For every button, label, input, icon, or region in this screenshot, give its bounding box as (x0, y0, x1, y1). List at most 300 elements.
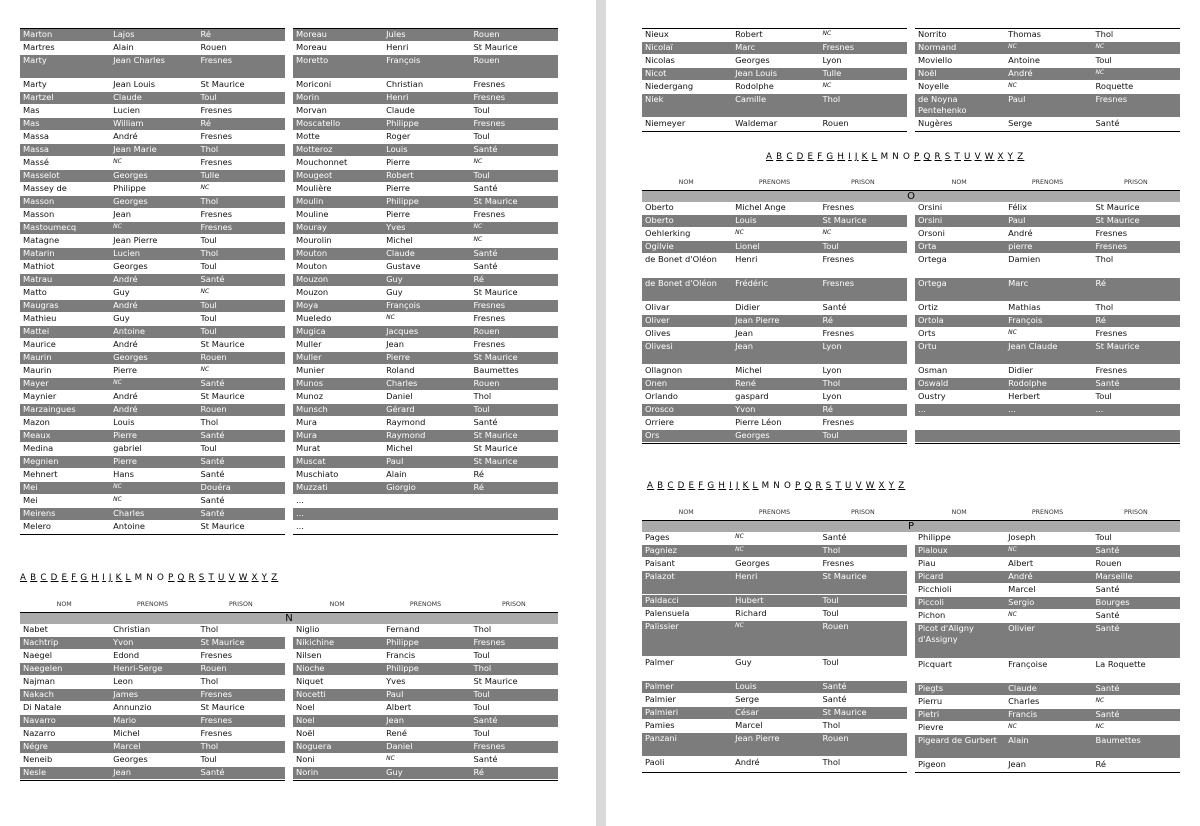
surname: Oliver (645, 315, 670, 325)
alphabet-link[interactable]: R (188, 573, 196, 583)
firstname: Philippe (386, 196, 419, 206)
alphabet-link[interactable]: J (854, 152, 859, 162)
alphabet-link[interactable]: D (50, 573, 59, 583)
list-item (293, 55, 558, 79)
prison: Toul (200, 443, 217, 453)
surname: Orsoni (918, 228, 945, 238)
surname: Pievre (918, 722, 944, 732)
surname: de Bonet d'Oléon (645, 254, 717, 264)
alphabet-link[interactable]: R (815, 481, 823, 491)
surname: Pamies (645, 720, 675, 730)
alphabet-link[interactable]: E (61, 573, 69, 583)
prison: St Maurice (1095, 215, 1140, 225)
prison: Fresnes (822, 328, 855, 338)
firstname: Fernand (386, 624, 420, 634)
prison (471, 508, 558, 520)
header-prenoms: PRENOMS (1031, 179, 1064, 186)
firstname: Claude (1008, 683, 1037, 693)
alphabet-link[interactable]: Y (261, 573, 269, 583)
section-letter: O (642, 190, 1180, 202)
header-prison: PRISON (1123, 179, 1148, 186)
list-item (642, 417, 907, 430)
firstname: Louis (113, 417, 135, 427)
list-item (915, 623, 1180, 659)
prison: Thol (822, 378, 841, 388)
alphabet-link[interactable]: K (742, 481, 750, 491)
prison: St Maurice (473, 196, 518, 206)
prison: Santé (473, 417, 498, 427)
firstname: Christian (113, 624, 151, 634)
list-item (20, 261, 285, 274)
prison: Thol (473, 624, 492, 634)
prison: Rouen (200, 352, 227, 362)
surname: Pietri (918, 709, 940, 719)
prison: Toul (1095, 532, 1112, 542)
list-item (915, 597, 1180, 610)
firstname: Georges (735, 55, 770, 65)
list-item (642, 681, 907, 694)
firstname: NC (1008, 546, 1017, 553)
alphabet-link[interactable]: N (146, 573, 154, 583)
header-prison: PRISON (850, 509, 875, 516)
firstname: André (113, 404, 138, 414)
alphabet-link[interactable]: W (984, 152, 995, 162)
prison: Lyon (822, 55, 842, 65)
alphabet-link[interactable]: I (729, 481, 733, 491)
list-item (642, 328, 907, 341)
firstname: Frédéric (735, 278, 769, 288)
list-item (642, 215, 907, 228)
alphabet-link[interactable]: H (718, 481, 727, 491)
list-item (915, 278, 1180, 302)
surname: Panzani (645, 733, 677, 743)
alphabet-link[interactable]: K (115, 573, 123, 583)
surname: Mougeot (296, 170, 333, 180)
surname: ... (296, 508, 304, 518)
firstname: Gérard (386, 404, 415, 414)
firstname: NC (735, 622, 744, 629)
prison: Baumettes (1095, 735, 1141, 745)
firstname: André (113, 300, 138, 310)
firstname: Herbert (1008, 391, 1040, 401)
alphabet-link[interactable]: L (752, 481, 759, 491)
firstname: Robert (386, 170, 414, 180)
alphabet-link[interactable]: O (783, 481, 793, 491)
prison: Rouen (822, 118, 849, 128)
alphabet-link[interactable]: Q (923, 152, 932, 162)
list-item (20, 650, 285, 663)
alphabet-link[interactable]: V (855, 481, 863, 491)
list-item (293, 676, 558, 689)
column-header (915, 506, 1180, 520)
prison: Thol (822, 94, 841, 104)
alphabet-link[interactable]: Y (888, 481, 896, 491)
alphabet-link[interactable]: F (698, 481, 705, 491)
prison: Rouen (1095, 558, 1122, 568)
firstname: Giorgio (386, 482, 416, 492)
surname: Mueledo (296, 313, 332, 323)
prison: NC (473, 223, 483, 230)
surname: Moviello (918, 55, 953, 65)
list-item (20, 754, 285, 767)
alphabet-link[interactable]: V (228, 573, 236, 583)
alphabet-link[interactable]: I (848, 152, 852, 162)
firstname: Guy (735, 657, 752, 667)
alphabet-link[interactable]: Q (177, 573, 186, 583)
prison: Thol (200, 144, 219, 154)
surname: Noni (296, 754, 315, 764)
prison: Fresnes (1095, 328, 1128, 338)
list-item (20, 521, 285, 534)
surname: Martzel (23, 92, 54, 102)
prison: Fresnes (200, 222, 233, 232)
list-item (20, 456, 285, 469)
surname: Paisant (645, 558, 675, 568)
alphabet-link[interactable]: U (845, 481, 853, 491)
prison: Toul (200, 235, 217, 245)
header-nom: NOM (329, 601, 345, 608)
list-item (642, 733, 907, 757)
alphabet-link[interactable]: Q (804, 481, 813, 491)
firstname: Marcel (735, 720, 763, 730)
firstname: Henri-Serge (113, 663, 163, 673)
alphabet-link[interactable]: Z (1017, 152, 1025, 162)
prison: Santé (1095, 623, 1120, 633)
alphabet-link[interactable]: J (735, 481, 740, 491)
list-item (20, 689, 285, 702)
list-item (915, 532, 1180, 545)
firstname: Pierre (386, 209, 410, 219)
alphabet-link[interactable]: L (125, 573, 132, 583)
firstname: André (1008, 571, 1033, 581)
left-page (0, 0, 596, 826)
surname: Maurin (23, 365, 52, 375)
alphabet-link[interactable]: U (964, 152, 972, 162)
list-item (293, 287, 558, 300)
alphabet-link[interactable]: L (871, 152, 878, 162)
alphabet-link[interactable]: P (795, 481, 802, 491)
firstname: ... (1008, 404, 1017, 414)
firstname: NC (735, 533, 744, 540)
list-item (20, 222, 285, 235)
list-item (915, 378, 1180, 391)
surname: Paoli (645, 757, 665, 767)
alphabet-link[interactable]: G (80, 573, 89, 583)
alphabet-link[interactable]: B (30, 573, 38, 583)
firstname: Jean Pierre (113, 235, 158, 245)
firstname: Georges (735, 430, 770, 440)
surname: Mura (296, 417, 317, 427)
prison: NC (473, 236, 483, 243)
surname: Pigeard de Gurbert (918, 735, 997, 745)
surname: Marty (23, 55, 47, 65)
surname: Oswald (918, 378, 949, 388)
prison: Santé (200, 274, 225, 284)
m-section (20, 28, 558, 535)
surname: Moriconi (296, 79, 332, 89)
alphabet-link[interactable]: B (776, 152, 784, 162)
list-item (20, 430, 285, 443)
list-item (642, 694, 907, 707)
list-item (293, 42, 558, 55)
list-item (915, 328, 1180, 341)
list-item (293, 689, 558, 702)
surname: Motte (296, 131, 320, 141)
firstname: Lucien (113, 105, 141, 115)
firstname: Rodolphe (1008, 378, 1047, 388)
alphabet-link[interactable]: N (773, 481, 781, 491)
firstname: Guy (386, 767, 403, 777)
surname: Palensuela (645, 608, 690, 618)
list-item (642, 42, 907, 55)
firstname: pierre (1008, 241, 1033, 251)
prison: Fresnes (1095, 365, 1128, 375)
alphabet-link[interactable]: J (108, 573, 113, 583)
prison: Toul (473, 105, 490, 115)
firstname: Michel Ange (735, 202, 786, 212)
alphabet-link[interactable]: M (880, 152, 890, 162)
firstname: William (113, 118, 144, 128)
alphabet-link[interactable]: O (156, 573, 166, 583)
prison: La Roquette (1095, 659, 1146, 669)
surname: Masselot (23, 170, 60, 180)
firstname: NC (386, 314, 395, 321)
alphabet-link[interactable]: G (707, 481, 716, 491)
alphabet-link[interactable]: E (807, 152, 815, 162)
alphabet-link[interactable]: F (71, 573, 78, 583)
alphabet-link[interactable]: P (914, 152, 921, 162)
prison: St Maurice (473, 443, 518, 453)
list-item (642, 720, 907, 733)
alphabet-link[interactable]: H (91, 573, 100, 583)
surname: ... (296, 521, 304, 531)
header-prenoms: PRENOMS (758, 509, 791, 516)
firstname: Jules (386, 29, 406, 39)
surname: Moreau (296, 42, 327, 52)
alphabet-link[interactable]: A (20, 573, 28, 583)
list-item (293, 508, 558, 521)
alphabet-link[interactable]: M (761, 481, 771, 491)
firstname: Michel (735, 365, 762, 375)
firstname: Henri (735, 571, 758, 581)
surname: Palissier (645, 621, 679, 631)
list-item (293, 469, 558, 482)
alphabet-link[interactable]: U (218, 573, 226, 583)
alphabet-link[interactable]: S (944, 152, 952, 162)
surname: Masson (23, 196, 55, 206)
list-item (642, 621, 907, 657)
prison: St Maurice (822, 571, 867, 581)
surname: Naegelen (23, 663, 63, 673)
prison: Santé (822, 532, 847, 542)
alphabet-link[interactable]: F (817, 152, 824, 162)
alphabet-link[interactable]: X (251, 573, 259, 583)
list-item (915, 430, 1180, 443)
alphabet-link[interactable]: O (902, 152, 912, 162)
list-item (915, 215, 1180, 228)
surname: Mayer (23, 378, 49, 388)
prison: Santé (1095, 709, 1120, 719)
firstname: Antoine (1008, 55, 1041, 65)
firstname (1005, 417, 1092, 429)
alphabet-link[interactable]: G (826, 152, 835, 162)
alphabet-link[interactable]: A (766, 152, 774, 162)
list-item (293, 79, 558, 92)
list-item (20, 417, 285, 430)
firstname: Jean Claude (1008, 341, 1058, 351)
firstname: Jacques (386, 326, 419, 336)
list-item (642, 571, 907, 595)
alphabet-link[interactable]: R (934, 152, 942, 162)
list-item (20, 55, 285, 79)
prison: Santé (200, 767, 225, 777)
prison: St Maurice (200, 521, 245, 531)
alphabet-link[interactable]: C (786, 152, 794, 162)
prison: Toul (822, 430, 839, 440)
list-item (642, 29, 907, 42)
surname: Nabet (23, 624, 48, 634)
surname: Mouzon (296, 274, 329, 284)
firstname: Jean (113, 209, 131, 219)
surname: Orsini (918, 215, 943, 225)
surname: Maynier (23, 391, 57, 401)
surname: Nachtrip (23, 637, 59, 647)
alphabet-link[interactable]: N (892, 152, 900, 162)
surname: Muschiato (296, 469, 339, 479)
column (915, 28, 1180, 132)
surname: Orriere (645, 417, 674, 427)
firstname: Paul (386, 456, 404, 466)
prison: NC (1095, 697, 1105, 704)
alphabet-link[interactable]: I (102, 573, 106, 583)
surname: Di Natale (23, 702, 62, 712)
list-item (915, 94, 1180, 118)
alphabet-link[interactable]: T (208, 573, 215, 583)
surname: Ortega (918, 278, 947, 288)
list-item (293, 170, 558, 183)
prison: Fresnes (200, 157, 233, 167)
prison: Thol (473, 663, 492, 673)
alphabet-link[interactable]: X (997, 152, 1005, 162)
surname: Moulière (296, 183, 332, 193)
prison: NC (1095, 69, 1105, 76)
list-item (642, 202, 907, 215)
list-item (915, 571, 1180, 584)
firstname: Philippe (386, 637, 419, 647)
firstname: Thomas (1008, 29, 1041, 39)
list-item (915, 417, 1180, 430)
surname: Piegts (918, 683, 944, 693)
surname: Munsch (296, 404, 328, 414)
alphabet-link[interactable]: Z (271, 573, 279, 583)
firstname: Jean (386, 339, 404, 349)
alphabet-link[interactable]: W (238, 573, 249, 583)
alphabet-link[interactable]: D (796, 152, 805, 162)
alphabet-link[interactable]: Y (1007, 152, 1015, 162)
surname: Piccoli (918, 597, 944, 607)
column (915, 202, 1180, 444)
surname: Ortola (918, 315, 944, 325)
alphabet-link[interactable]: T (954, 152, 961, 162)
prison: Fresnes (473, 79, 506, 89)
surname: Massa (23, 144, 49, 154)
prison: Toul (473, 702, 490, 712)
prison: Lyon (822, 341, 842, 351)
list-item (293, 702, 558, 715)
prison: Fresnes (473, 339, 506, 349)
alphabet-link[interactable]: S (198, 573, 206, 583)
alphabet-link[interactable]: X (878, 481, 886, 491)
alphabet-link[interactable]: C (667, 481, 675, 491)
section-letter: N (20, 612, 558, 624)
o-section (642, 176, 1180, 444)
alphabet-link[interactable]: D (677, 481, 686, 491)
prison: Fresnes (822, 278, 855, 288)
surname: Massé (23, 157, 49, 167)
list-item (20, 170, 285, 183)
list-item (642, 608, 907, 621)
column-header (20, 598, 285, 612)
surname: Nocetti (296, 689, 326, 699)
surname: Munoz (296, 391, 324, 401)
surname: Mazon (23, 417, 50, 427)
list-item (20, 157, 285, 170)
alphabet-link[interactable]: V (974, 152, 982, 162)
firstname: Antoine (113, 326, 146, 336)
surname: Neneib (23, 754, 53, 764)
firstname: NC (1008, 723, 1017, 730)
alphabet-link[interactable]: A (647, 481, 655, 491)
prison: Ré (822, 315, 834, 325)
surname: Melero (23, 521, 51, 531)
alphabet-link[interactable]: E (688, 481, 696, 491)
surname: Pigeon (918, 759, 946, 769)
prison: Ré (473, 482, 485, 492)
alphabet-link[interactable]: P (168, 573, 175, 583)
surname: Négre (23, 741, 48, 751)
list-item (20, 287, 285, 300)
firstname: Michel (386, 235, 413, 245)
alphabet-link[interactable]: S (825, 481, 833, 491)
alphabet-link[interactable]: K (861, 152, 869, 162)
list-item (293, 118, 558, 131)
firstname: NC (386, 755, 395, 762)
surname: Marton (23, 29, 53, 39)
surname: Piau (918, 558, 936, 568)
alphabet-link[interactable]: H (837, 152, 846, 162)
alphabet-link[interactable]: B (657, 481, 665, 491)
surname: Palmer (645, 657, 674, 667)
surname: Nugères (918, 118, 953, 128)
surname: Osman (918, 365, 948, 375)
list-item (20, 326, 285, 339)
list-item (293, 495, 558, 508)
firstname: Albert (386, 702, 412, 712)
alphabet-index (647, 481, 908, 491)
alphabet-link[interactable]: C (40, 573, 48, 583)
firstname: Georges (113, 170, 148, 180)
alphabet-link[interactable]: W (865, 481, 876, 491)
prison: Santé (473, 144, 498, 154)
prison: Santé (200, 469, 225, 479)
alphabet-link[interactable]: M (134, 573, 144, 583)
prison: Toul (200, 92, 217, 102)
alphabet-link[interactable]: T (835, 481, 842, 491)
surname: Nicot (645, 68, 667, 78)
prison: Baumettes (473, 365, 519, 375)
prison: Toul (822, 657, 839, 667)
alphabet-link[interactable]: Z (898, 481, 906, 491)
